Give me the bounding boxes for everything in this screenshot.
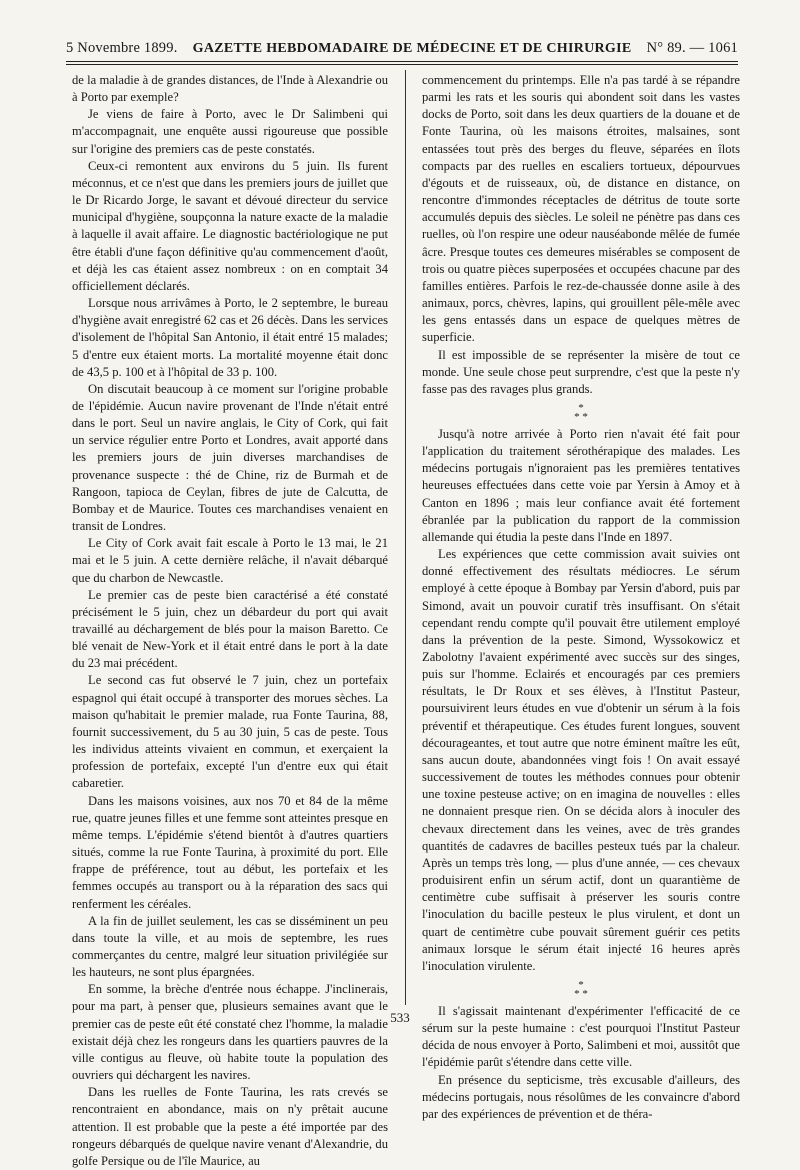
paragraph: En somme, la brèche d'entrée nous échappe. J'inclinerais, pour ma part, à penser que, plusieurs semaines avant que le premier cas de peste eût été constaté chez l'homme, la maladie existait déjà chez les rongeurs dans les quartiers pauvres de la ville contigus au fleuve, où habite toute la population des ouvriers qui déchargent les navires. bbox=[72, 982, 388, 1083]
issue-number: N° 89. — 1061 bbox=[646, 40, 738, 56]
paragraph: Dans les ruelles de Fonte Taurina, les rats crevés se rencontraient en abondance, mais on n'y prêtait aucune attention. Il est probable que la peste a été importée par des rongeurs débarqués de quelque navire venant d'Alexandrie, du golfe Persique ou de l'île Maurice, au bbox=[72, 1085, 388, 1168]
header-rule-thin bbox=[66, 64, 738, 65]
paragraph: Dans les maisons voisines, aux nos 70 et 84 de la même rue, quatre jeunes filles et une femme sont atteintes presque en même temps. L'épidémie s'étend bientôt à d'autres quartiers situés, comme la rue Fonte Taurina, à proximité du port. Elle frappe de préférence, tout au début, les portefaix et les femmes occupés au transport ou à la réparation des sacs qui renferment les céréales. bbox=[72, 793, 388, 911]
paragraph: Lorsque nous arrivâmes à Porto, le 2 septembre, le bureau d'hygiène avait enregistré 62 cas et 26 décès. Dans les services d'isolement de l'hôpital San Antonio, il était entré 15 malades; 5 d'entre eux étaient morts. La mortalité moyenne était donc de 43,5 p. 100 et à l'hôpital de 33 p. 100. bbox=[72, 296, 388, 379]
paragraph: Je viens de faire à Porto, avec le Dr Salimbeni qui m'accompagnait, une enquête aussi rigoureuse que possible sur l'origine des premiers cas de peste constatés. bbox=[72, 107, 388, 156]
paragraph: Il est impossible de se représenter la misère de tout ce monde. Une seule chose peut surprendre, c'est que la peste n'y fasse pas des ravages plus grands. bbox=[422, 347, 740, 396]
section-asterism: * * * bbox=[574, 978, 588, 1000]
paragraph: de la maladie à de grandes distances, de l'Inde à Alexandrie ou à Porto par exemple? bbox=[72, 73, 388, 105]
column-separator bbox=[405, 70, 406, 1005]
paragraph: Le premier cas de peste bien caractérisé a été constaté précisément le 5 juin, chez un débardeur du port qui avait travaillé au déchargement de blés pour la maison Baretto. Ce blé venait de New-York et il était entré dans le port à la date du 23 mai précédent. bbox=[72, 587, 388, 671]
journal-title: GAZETTE HEBDOMADAIRE DE MÉDECINE ET DE CHIRURGIE bbox=[192, 41, 632, 56]
paragraph: Le City of Cork avait fait escale à Porto le 13 mai, le 21 mai et le 5 juin. A cette dernière relâche, il n'avait débarqué que du charbon de Newcastle. bbox=[72, 536, 388, 585]
paragraph: Ceux-ci remontent aux environs du 5 juin. Ils furent méconnus, et ce n'est que dans les premiers jours de juillet que le Dr Ricardo Jorge, le savant et dévoué directeur du service municipal d'hygiène, soupçonna la nature exacte de la maladie à laquelle il avait affaire. Le diagnostic bactériologique ne put être établi d'une façon définitive qu'au commencement d'août, et déjà les cas étaient assez nombreux : on en comptait 34 officiellement déclarés. bbox=[72, 158, 388, 293]
page-number: 533 bbox=[390, 1010, 410, 1025]
paragraph: Il s'agissait maintenant d'expérimenter l'efficacité de ce sérum sur la peste humaine : c'est pourquoi l'Institut Pasteur décida de nous envoyer à Porto, Salimbeni et moi, aussitôt que l'épidémie parût s'étendre dans cette ville. bbox=[422, 1003, 740, 1070]
paragraph: Jusqu'à notre arrivée à Porto rien n'avait été fait pour l'application du traitement sérothérapique des malades. Les médecins portugais n'ignoraient pas les premières tentatives heureuses effectuées dans cette voie par Yersin à Amoy et à Canton en 1896 ; mais leur confiance avait été fortement ébranlée par la publication du rapport de la commission allemande qui étudia la peste dans l'Inde en 1897. bbox=[422, 426, 740, 544]
paragraph: On discutait beaucoup à ce moment sur l'origine probable de l'épidémie. Aucun navire provenant de l'Inde n'était entré dans le port. Seul un navire anglais, le City of Cork, qui fait un service régulier entre Porto et Londres, avait apporté dans les premiers jours de juin diverses marchandises de provenance suspecte : thé de Chine, riz de Burmah et de Rangoon, tapioca de Ceylan, fibres de jute de Calcutta, de Bombay et de Maurice. Toutes ces marchandises venaient en transit de Londres. bbox=[72, 381, 388, 534]
section-asterism: * * * bbox=[574, 401, 588, 423]
paragraph: En présence du septicisme, très excusable d'ailleurs, des médecins portugais, nous résolûmes de les convaincre d'abord par des expériences de prévention et de théra- bbox=[422, 1072, 740, 1121]
running-header bbox=[66, 40, 738, 57]
paragraph: Les expériences que cette commission avait suivies ont donné effectivement des résultats médiocres. Le sérum employé à cette époque à Bombay par Yersin d'abord, puis par Simond, avait un pouvoir curatif très insuffisant. On s'était cependant rendu compte qu'il pouvait être utilement employé dans la prévention de la peste. Simond, Wyssokowicz et Zabolotny l'avaient expérimenté avec succès sur des singes, puis sur l'homme. Eclairés et encouragés par ces premiers résultats, le Dr Roux et ses élèves, à l'Institut Pasteur, poursuivirent leurs études en vue d'obtenir un sérum à la fois préventif et thérapeutique. Ces études furent longues, souvent décourageantes, et tout autre que notre éminent maître les eût, sans aucun doute, abandonnées vingt fois ! On avait essayé successivement de toutes les méthodes connues pour obtenir une toxine pesteuse active; on en imagina de nouvelles : elles ne donnaient presque rien. On se décida alors à inoculer des chevaux directement dans les veines, avec de très grandes quantités de cadavres de bacilles pesteux tués par la chaleur. Après un temps très long, — plus d'une année, — ces chevaux produisirent enfin un sérum actif, dont un quarantième de centimètre cube suffisait à préserver les souris contre l'inoculation du bacille pesteux le plus virulent, et dont un quart de centimètre cube pouvait sûrement guérir ces petits animaux lorsque le sérum était injecté 16 heures après l'inoculation virulente. bbox=[422, 547, 740, 973]
paragraph: commencement du printemps. Elle n'a pas tardé à se répandre parmi les rats et les souris qui abondent soit dans les vastes docks de Porto, soit dans les deux quartiers de la douane et de Fonte Taurina, où les maisons étroites, malsaines, sont entassées tout près des berges du fleuve, séparées en îlots compacts par des ruelles en escaliers tortueux, dépourvues d'égouts et de ruisseaux, où, de distance en distance, on rencontre d'immondes réceptacles de détritus de toute sorte accumulés depuis des siècles. Le soleil ne pénètre pas dans ces ruelles, où l'on respire une odeur nauséabonde mêlée de fumée âcre. Presque toutes ces demeures misérables se composent de trois ou quatre pièces superposées et occupées chacune par des familles entières. Parfois le rez-de-chaussée donne asile à des animaux, porcs, chèvres, lapins, qui grouillent pêle-mêle avec les gens entassés dans un espace de quelques mètres de superficie. bbox=[422, 73, 740, 345]
header-rule bbox=[66, 61, 738, 62]
header-date: 5 Novembre 1899. bbox=[66, 40, 178, 56]
paragraph: A la fin de juillet seulement, les cas se disséminent un peu dans toute la ville, et au mois de septembre, les rues commerçantes du centre, malgré leur situation privilégiée sur les hauteurs, ne sont plus épargnées. bbox=[72, 913, 388, 980]
paragraph: Le second cas fut observé le 7 juin, chez un portefaix espagnol qui était occupé à transporter des morues sèches. La maison qu'habitait le premier malade, rua Fonte Taurina, 88, fournit successivement, du 5 au 30 juin, 5 cas de peste. Tous les individus atteints vivaient en commun, et exerçaient la profession de portefaix, excepté l'un d'entre eux qui était cabaretier. bbox=[72, 673, 388, 791]
left-column bbox=[72, 72, 388, 1170]
right-column bbox=[422, 72, 740, 1123]
